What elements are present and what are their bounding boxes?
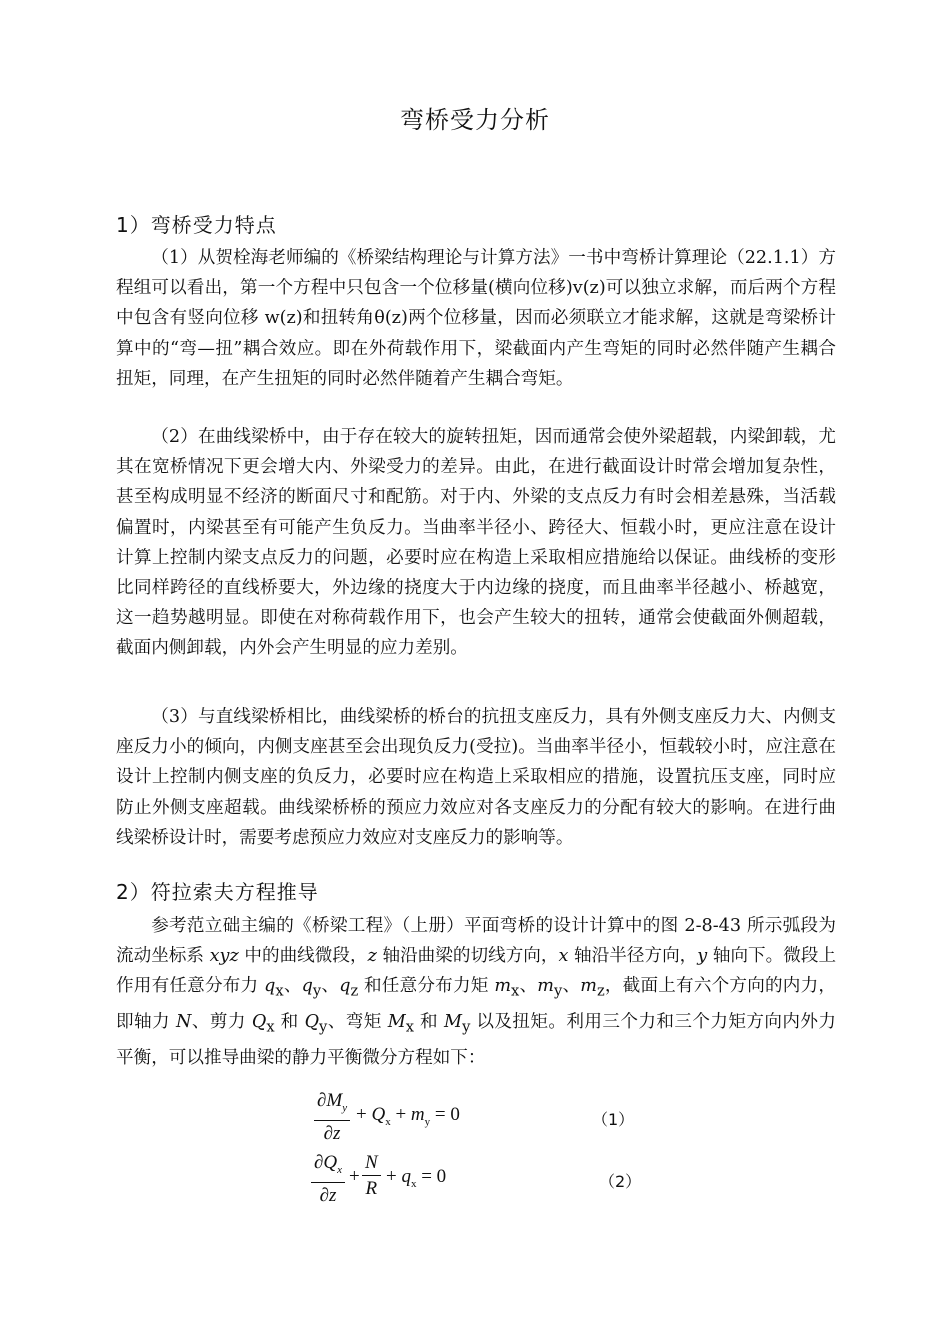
equation-1 xyxy=(0,1090,950,1146)
equation-2-number: （2） xyxy=(599,1172,642,1191)
equation-1-fraction: $\frac{\partial M_y}{\partial z}$ xyxy=(314,1090,350,1145)
equation-2 xyxy=(0,1152,950,1208)
equation-2-terms: + $q_x = 0$ xyxy=(386,1166,447,1190)
paragraph-1: （1）从贺栓海老师编的《桥梁结构理论与计算方法》一书中弯桥计算理论（22.1.1）方程组可以看出，第一个方程中只包含一个位移量(横向位移)v(z)可以独立求解，而后两个方程中包含有竖向位移 w(z)和扭转角θ(z)两个位移量，因而必须联立才能求解，这就是弯梁桥计算中的“弯—扭”耦合效应。即在外荷载作用下，梁截面内产生弯矩的同时必然伴随产生耦合扭矩，同理，在产生扭矩的同时必然伴随着产生耦合弯矩。 xyxy=(116,248,836,389)
document-title: 弯桥受力分析 xyxy=(400,106,550,134)
paragraph-3: （3）与直线梁桥相比，曲线梁桥的桥台的抗扭支座反力，具有外侧支座反力大、内侧支座反力小的倾向，内侧支座甚至会出现负反力(受拉)。当曲率半径小，恒载较小时，应注意在设计上控制内侧支座的负反力，必要时应在构造上采取相应的措施，设置抗压支座，同时应防止外侧支座超载。曲线梁桥桥的预应力效应对各支座反力的分配有较大的影响。在进行曲线梁桥设计时，需要考虑预应力效应对支座反力的影响等。 xyxy=(116,707,836,848)
paragraph-2: （2）在曲线梁桥中，由于存在较大的旋转扭矩，因而通常会使外梁超载，内梁卸载，尤其在宽桥情况下更会增大内、外梁受力的差异。由此，在进行截面设计时常会增加复杂性，甚至构成明显不经济的断面尺寸和配筋。对于内、外梁的支点反力有时会相差悬殊，当活载偏置时，内梁甚至有可能产生负反力。当曲率半径小、跨径大、恒载小时，更应注意在设计计算上控制内梁支点反力的问题，必要时应在构造上采取相应措施给以保证。曲线桥的变形比同样跨径的直线桥要大，外边缘的挠度大于内边缘的挠度，而且曲率半径越小、桥越宽，这一趋势越明显。即使在对称荷载作用下，也会产生较大的扭转，通常会使截面外侧超载，截面内侧卸载，内外会产生明显的应力差别。 xyxy=(116,427,836,659)
equation-2-fraction: $\frac{\partial Q_x}{\partial z}$ xyxy=(311,1152,345,1207)
section-heading-1: 1）弯桥受力特点 xyxy=(116,213,277,237)
equation-2-plus-1: + xyxy=(349,1166,360,1187)
equation-1-number: （1） xyxy=(592,1110,635,1129)
paragraph-4: 参考范立础主编的《桥梁工程》（上册）平面弯桥的设计计算中的图 2-8-43 所示弧段为流动坐标系 xyz 中的曲线微段，z 轴沿曲梁的切线方向，x 轴沿半径方向，y 轴向下。微段上作用有任意分布力 $q_x$、$q_y$、$q_z$ 和任意分布力矩 $m_x$、$m_y$、$m_z$，截面上有六个方向的内力，即轴力 N、剪力 $Q_x$ 和 $Q_y$、弯矩 $M_x$ 和 $M_y$ 以及扭矩。利用三个力和三个力矩方向内外力平衡，可以推导曲梁的静力平衡微分方程如下： xyxy=(116,916,837,1068)
equation-1-terms: + $Q_x + m_y = 0$ xyxy=(356,1104,460,1128)
equation-2-fraction-n-r: $\frac{N}{R}$ xyxy=(362,1152,381,1200)
section-heading-2: 2）符拉索夫方程推导 xyxy=(116,880,319,904)
